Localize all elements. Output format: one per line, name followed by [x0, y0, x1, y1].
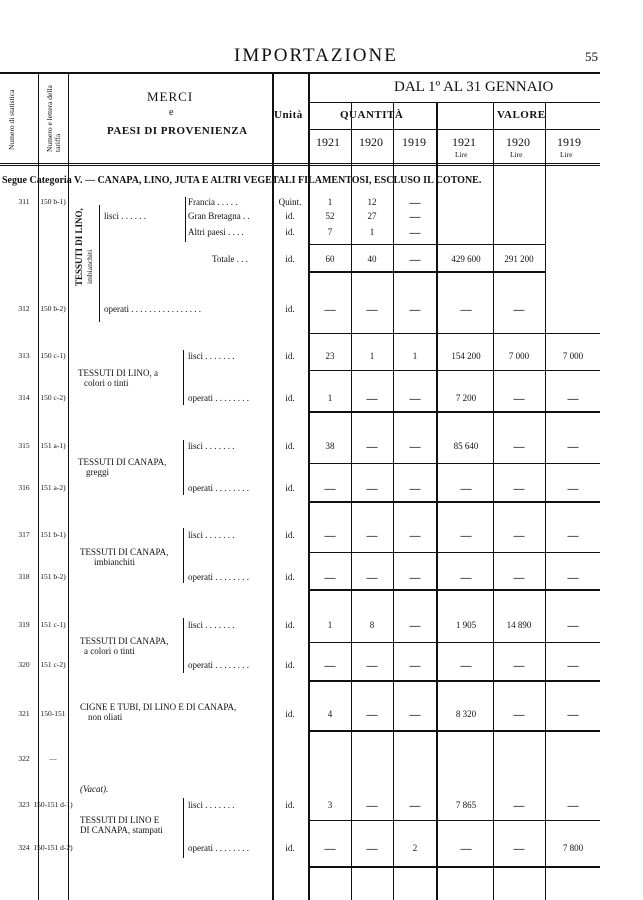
cell-q19: — [409, 254, 421, 266]
cell-v20: — [513, 483, 525, 495]
cell-v21: — [460, 660, 472, 672]
cell-unit: id. [285, 843, 295, 853]
cell-num: 320 [18, 660, 30, 669]
cell-num: 324 [18, 843, 30, 852]
col-rule-3 [272, 73, 274, 900]
cell-tar: 151 c-1) [40, 620, 66, 629]
cell-v20: — [513, 441, 525, 453]
brace-g1 [99, 205, 100, 322]
cell-v20: — [513, 530, 525, 542]
head-quantita: QUANTITÀ [340, 109, 404, 121]
category-heading: Segue Categoria V. — CANAPA, LINO, JUTA E ALTRI VEGETALI FILAMENTOSI, ESCLUSO IL COTONE. [2, 175, 482, 186]
cell-q20: — [366, 800, 378, 812]
cell-unit: id. [285, 393, 295, 403]
cell-q20: — [366, 483, 378, 495]
cell-unit: id. [285, 483, 295, 493]
cell-tar: 150 b-1) [40, 197, 66, 206]
group-canapa-greggi-sub: greggi [86, 467, 109, 477]
group-lino-canapa-stampati-sub: DI CANAPA, stampati [80, 825, 163, 835]
cell-v21: 7 865 [455, 800, 477, 810]
cell-unit: id. [285, 304, 295, 314]
cell-v21: 429 600 [451, 254, 481, 264]
cell-unit: id. [285, 227, 295, 237]
cell-q19: — [409, 304, 421, 316]
group-canapa-imbianchiti: TESSUTI DI CANAPA, [80, 547, 169, 557]
cell-v19: — [567, 709, 579, 721]
cell-v19: — [567, 800, 579, 812]
cell-q21: 1 [327, 197, 333, 207]
cell-item: operati . . . . . . . . . . . . . . . . [104, 304, 201, 314]
year-q-1921: 1921 [316, 135, 340, 149]
rule-after-total [308, 271, 545, 273]
group-lino-colori-sub: colori o tinti [84, 378, 129, 388]
rule-323 [308, 820, 600, 821]
col-rule-2 [68, 73, 69, 900]
cell-num: 313 [18, 351, 30, 360]
cell-unit: id. [285, 211, 295, 221]
cell-unit: Quint. [278, 197, 302, 207]
cell-v20: — [513, 660, 525, 672]
cell-q19: 1 [412, 351, 418, 361]
col-head-number: Numero di statistica [7, 89, 16, 150]
cell-v21: — [460, 530, 472, 542]
cell-tar: 151 b-1) [40, 530, 66, 539]
cell-q19: — [409, 197, 421, 209]
cell-tar: 150 c-2) [40, 393, 66, 402]
year-v-1919: 1919 [557, 135, 581, 149]
group-canapa-colori: TESSUTI DI CANAPA, [80, 636, 169, 646]
year-v-1920: 1920 [506, 135, 530, 149]
cell-v20: — [513, 304, 525, 316]
cell-tar: 151 a-2) [40, 483, 66, 492]
cell-q21: 23 [325, 351, 335, 361]
cell-v19: 7 800 [562, 843, 584, 853]
rule-318 [308, 589, 600, 591]
cell-num: 319 [18, 620, 30, 629]
cell-q19: — [409, 393, 421, 405]
brace-g5 [183, 618, 184, 673]
cell-q20: — [366, 572, 378, 584]
cell-q20: — [366, 709, 378, 721]
cell-tar: — [49, 754, 57, 763]
cell-v20: — [513, 843, 525, 855]
rule-313 [308, 370, 600, 371]
cell-q19: — [409, 709, 421, 721]
rule-324 [308, 866, 600, 868]
cell-q19: — [409, 800, 421, 812]
cell-q20: 1 [369, 351, 375, 361]
cell-v21: 154 200 [451, 351, 481, 361]
cell-q21: — [324, 572, 336, 584]
head-unita: Unità [274, 109, 303, 121]
cell-q19: — [409, 483, 421, 495]
col-rule-1 [38, 73, 39, 900]
cell-v19: — [567, 393, 579, 405]
cell-item: operati . . . . . . . . [188, 393, 249, 403]
lire-1919: Lire [560, 150, 573, 159]
head-valore: VALORE [497, 109, 546, 121]
cell-q20: — [366, 660, 378, 672]
cell-v20: 291 200 [504, 254, 534, 264]
cell-v19: — [567, 441, 579, 453]
cell-q19: 2 [412, 843, 418, 853]
cell-item: Altri paesi . . . . [188, 227, 244, 237]
cell-v21: 8 320 [455, 709, 477, 719]
lisci-label-g1: lisci . . . . . . [104, 211, 146, 221]
cell-num: 318 [18, 572, 30, 581]
cell-unit: id. [285, 530, 295, 540]
cell-q21: 52 [325, 211, 335, 221]
cell-v20: — [513, 800, 525, 812]
year-v-1921: 1921 [452, 135, 476, 149]
cell-q19: — [409, 572, 421, 584]
group-canapa-greggi: TESSUTI DI CANAPA, [78, 457, 167, 467]
cell-v21: 1 905 [455, 620, 477, 630]
rule-321 [308, 730, 600, 732]
rule-316 [308, 501, 600, 503]
cell-num: 312 [18, 304, 30, 313]
header-top-rule [0, 72, 600, 74]
cell-item: Gran Bretagna . . [188, 211, 250, 221]
cell-unit: id. [285, 254, 295, 264]
cell-item: Totale . . . [212, 254, 248, 264]
cell-q21: — [324, 304, 336, 316]
cell-tar: 150-151 d-1) [33, 800, 73, 809]
cell-v19: — [567, 530, 579, 542]
cell-item: Francia . . . . . [188, 197, 238, 207]
cell-q21: 1 [327, 393, 333, 403]
cell-tar: 150-151 d-2) [33, 843, 73, 852]
cell-item: operati . . . . . . . . [188, 843, 249, 853]
group-lino-colori: TESSUTI DI LINO, a [78, 368, 158, 378]
cell-q19: — [409, 660, 421, 672]
cell-v21: — [460, 304, 472, 316]
group-vacat: (Vacat). [80, 784, 109, 794]
col-head-tariff: Numero e lettera della tariffa [45, 85, 62, 152]
cell-v21: — [460, 843, 472, 855]
cell-tar: 151 a-1) [40, 441, 66, 450]
cell-q20: — [366, 441, 378, 453]
cell-num: 321 [18, 709, 30, 718]
cell-q20: 12 [367, 197, 377, 207]
lire-1920: Lire [510, 150, 523, 159]
year-q-1919: 1919 [402, 135, 426, 149]
cell-item: lisci . . . . . . . [188, 530, 235, 540]
cell-q21: 3 [327, 800, 333, 810]
cell-q20: — [366, 393, 378, 405]
cell-item: operati . . . . . . . . [188, 572, 249, 582]
cell-v21: — [460, 483, 472, 495]
cell-unit: id. [285, 660, 295, 670]
brace-g3 [183, 440, 184, 495]
cell-item: lisci . . . . . . . [188, 800, 235, 810]
cell-item: lisci . . . . . . . [188, 351, 235, 361]
brace-g2 [183, 350, 184, 405]
cell-q21: 4 [327, 709, 333, 719]
year-q-1920: 1920 [359, 135, 383, 149]
cell-q21: 7 [327, 227, 333, 237]
cell-v21: 7 200 [455, 393, 477, 403]
cell-tar: 151 c-2) [40, 660, 66, 669]
cell-q20: — [366, 304, 378, 316]
rule-314 [308, 411, 600, 413]
brace-g4 [183, 528, 184, 583]
cell-q21: 38 [325, 441, 335, 451]
header-bottom-rule-2 [0, 165, 600, 166]
cell-num: 323 [18, 800, 30, 809]
cell-v19: — [567, 660, 579, 672]
cell-tar: 150-151 [40, 709, 66, 718]
cell-v21: 85 640 [453, 441, 479, 451]
cell-unit: id. [285, 441, 295, 451]
cell-q19: — [409, 530, 421, 542]
group-lino-canapa-stampati: TESSUTI DI LINO E [80, 815, 160, 825]
cell-num: 322 [18, 754, 30, 763]
rule-317 [308, 552, 600, 553]
cell-unit: id. [285, 709, 295, 719]
rule-312 [308, 333, 600, 334]
cell-q19: — [409, 227, 421, 239]
group-canapa-imbianchiti-sub: imbianchiti [94, 557, 135, 567]
header-bottom-rule [0, 163, 600, 164]
cell-num: 315 [18, 441, 30, 450]
cell-q20: 27 [367, 211, 377, 221]
cell-item: operati . . . . . . . . [188, 660, 249, 670]
cell-q21: — [324, 530, 336, 542]
rule-315 [308, 463, 600, 464]
head-e: e [169, 107, 174, 118]
rule-319 [308, 642, 600, 643]
cell-v20: 14 890 [506, 620, 532, 630]
cell-q21: 60 [325, 254, 335, 264]
cell-tar: 150 b-2) [40, 304, 66, 313]
head-period: DAL 1º AL 31 GENNAIO [394, 79, 554, 95]
cell-q20: — [366, 530, 378, 542]
cell-v19: — [567, 572, 579, 584]
cell-v21: — [460, 572, 472, 584]
cell-v20: 7 000 [508, 351, 530, 361]
cell-item: operati . . . . . . . . [188, 483, 249, 493]
group-lino-imbianchiti-sub: imbianchiti [85, 249, 94, 284]
cell-q20: 8 [369, 620, 375, 630]
cell-q20: 40 [367, 254, 377, 264]
group-canapa-colori-sub: a colori o tinti [84, 646, 135, 656]
cell-unit: id. [285, 351, 295, 361]
lire-1921: Lire [455, 150, 468, 159]
cell-q20: 1 [369, 227, 375, 237]
cell-q21: 1 [327, 620, 333, 630]
cell-q20: — [366, 843, 378, 855]
cell-v20: — [513, 709, 525, 721]
cell-v19: — [567, 620, 579, 632]
rule-320 [308, 680, 600, 682]
cell-v19: 7 000 [562, 351, 584, 361]
cell-unit: id. [285, 620, 295, 630]
cell-q19: — [409, 211, 421, 223]
cell-q19: — [409, 620, 421, 632]
group-cigne-sub: non oliati [88, 712, 123, 722]
cell-num: 317 [18, 530, 30, 539]
cell-v20: — [513, 572, 525, 584]
cell-num: 314 [18, 393, 30, 402]
cell-unit: id. [285, 572, 295, 582]
cell-v20: — [513, 393, 525, 405]
cell-tar: 151 b-2) [40, 572, 66, 581]
cell-q19: — [409, 441, 421, 453]
page-title: IMPORTAZIONE [234, 45, 398, 66]
col-rule-4 [308, 73, 310, 900]
brace-g8 [183, 798, 184, 858]
group-cigne: CIGNE E TUBI, DI LINO E DI CANAPA, [80, 702, 237, 712]
group-lino-imbianchiti: TESSUTI DI LINO, [74, 208, 84, 286]
cell-unit: id. [285, 800, 295, 810]
rule-before-total [308, 244, 545, 245]
cell-num: 316 [18, 483, 30, 492]
cell-q21: — [324, 660, 336, 672]
cell-num: 311 [18, 197, 30, 206]
cell-q21: — [324, 483, 336, 495]
cell-tar: 150 c-1) [40, 351, 66, 360]
page-number: 55 [585, 49, 598, 64]
head-paesi: PAESI DI PROVENIENZA [107, 125, 248, 137]
cell-item: lisci . . . . . . . [188, 620, 235, 630]
cell-item: lisci . . . . . . . [188, 441, 235, 451]
brace-g1-countries [185, 197, 186, 242]
cell-v19: — [567, 483, 579, 495]
cell-q21: — [324, 843, 336, 855]
head-merci: MERCI [147, 89, 194, 104]
